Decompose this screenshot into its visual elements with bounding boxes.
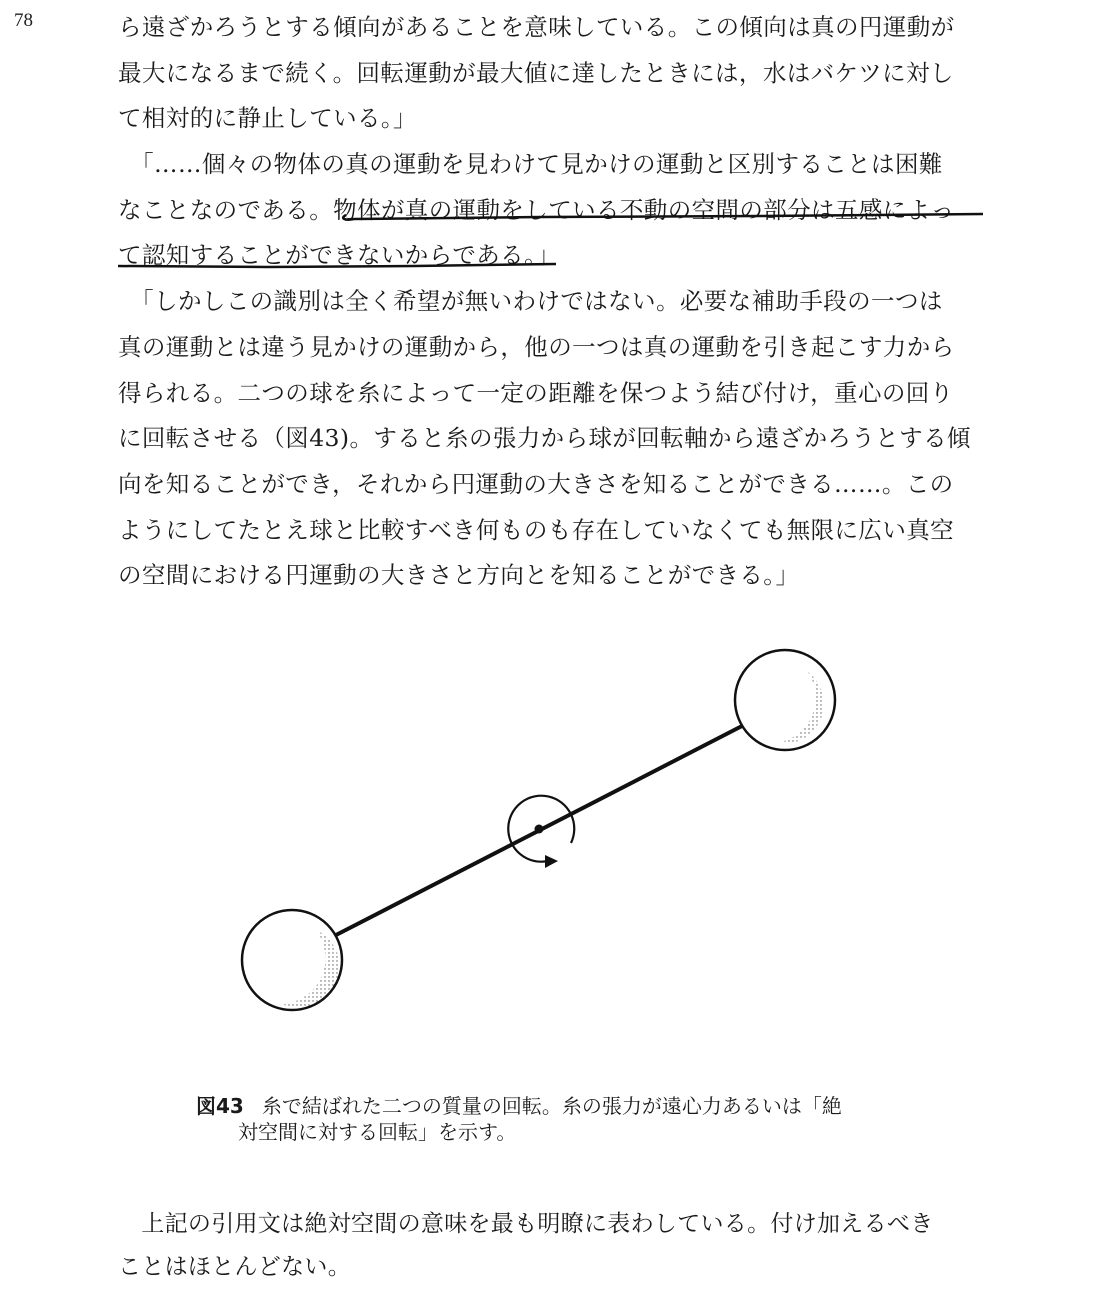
text-line: て認知することができないからである。」 <box>118 241 561 270</box>
following-paragraph <box>118 1203 998 1289</box>
body-text <box>118 5 988 599</box>
text-line: 「しかしこの識別は全く希望が無いわけではない。必要な補助手段の一つは <box>118 287 943 316</box>
page-number: 78 <box>14 10 33 31</box>
text-line: 上記の引用文は絶対空間の意味を最も明瞭に表わしている。付け加えるべき <box>118 1211 934 1237</box>
text-line: の空間における円運動の大きさと方向とを知ることができる。」 <box>118 561 800 590</box>
text-line: ら遠ざかろうとする傾向があることを意味している。この傾向は真の円運動が <box>118 13 955 41</box>
text-line: ことはほとんどない。 <box>118 1254 351 1280</box>
text-line: 得られる。二つの球を糸によって一定の距離を保つよう結び付け，重心の回り <box>118 378 954 407</box>
figure-label: 図43 <box>196 1094 244 1118</box>
text-line: ようにしてたとえ球と比較すべき何ものも存在していなくても無限に広い真空 <box>118 515 955 544</box>
handwritten-underline <box>118 262 558 270</box>
figure-43-diagram <box>0 600 1094 1070</box>
sphere-lower-left <box>242 910 348 1014</box>
text-line: に回転させる（図43)。すると糸の張力から球が回転軸から遠ざかろうとする傾 <box>118 424 971 453</box>
caption-line: 対空間に対する回転」を示す。 <box>238 1120 517 1144</box>
caption-line: 糸で結ばれた二つの質量の回転。糸の張力が遠心力あるいは「絶 <box>261 1094 842 1118</box>
text-line: 最大になるまで続く。回転運動が最大値に達したときには，水はバケツに対し <box>118 58 954 87</box>
sphere-upper-right <box>735 650 840 754</box>
center-of-mass-dot <box>535 825 544 834</box>
handwritten-underline <box>340 209 985 221</box>
figure-caption <box>196 1093 916 1145</box>
text-line: て相対的に静止している。」 <box>118 104 417 133</box>
text-line: 向を知ることができ，それから円運動の大きさを知ることができる……。この <box>118 469 954 498</box>
text-line: 真の運動とは違う見かけの運動から，他の一つは真の運動を引き起こす力から <box>118 332 955 361</box>
text-line: なことなのである。物体が真の運動をしている不動の空間の部分は五感によっ <box>118 195 955 224</box>
text-line: 「……個々の物体の真の運動を見わけて見かけの運動と区別することは困難 <box>118 150 943 179</box>
